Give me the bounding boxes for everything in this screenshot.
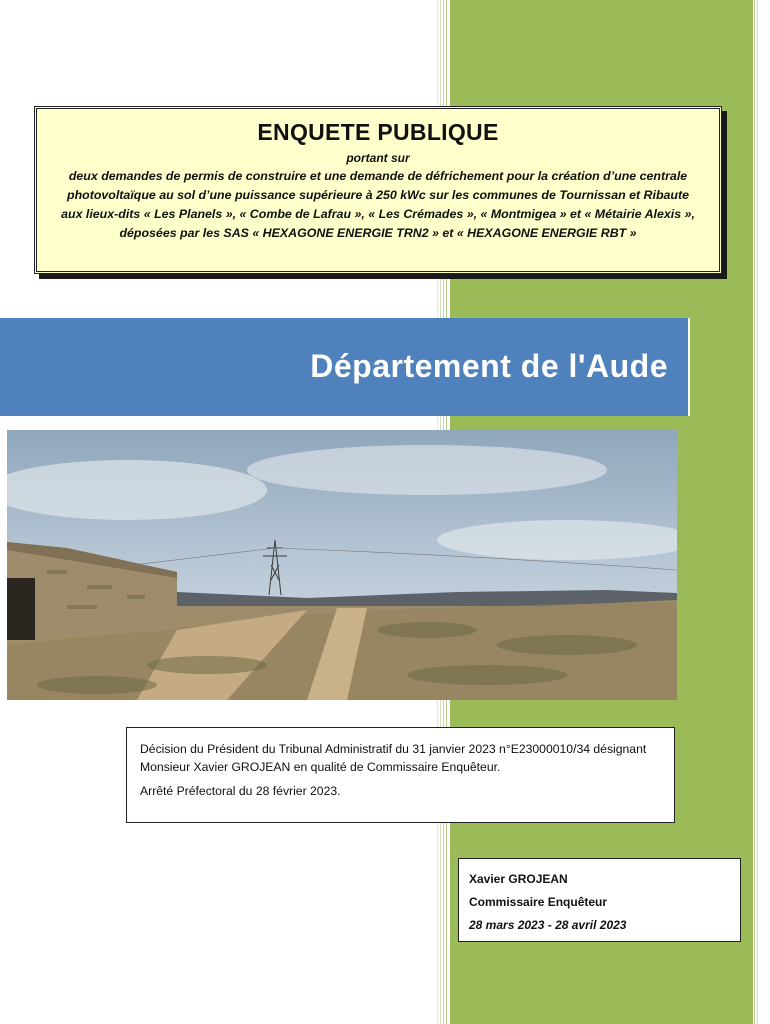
department-name: Département de l'Aude <box>310 348 668 384</box>
landscape-photo <box>7 430 677 700</box>
decision-paragraph: Décision du Président du Tribunal Administratif du 31 janvier 2023 n°E23000010/34 désignant Monsieur Xavier GROJEAN en qualité de Commissaire Enquêteur. <box>140 742 647 774</box>
title-block <box>34 106 722 274</box>
document-description: deux demandes de permis de construire et une demande de défrichement pour la création d’une centrale photovoltaïque au sol d’une puissance supérieure à 250 kWc sur les communes de Tournissan et Ribaute aux lieux-dits « Les Planels », « Combe de Lafrau », « Les Crémades », « Montmigea » et « Métairie Alexis », déposées par les SAS « HEXAGONE ENERGIE TRN2 » et « HEXAGONE ENERGIE RBT » <box>61 169 695 240</box>
inquiry-dates: 28 mars 2023 - 28 avril 2023 <box>469 918 627 932</box>
author-role: Commissaire Enquêteur <box>469 895 608 909</box>
author-name: Xavier GROJEAN <box>469 872 568 886</box>
prefectoral-order: Arrêté Préfectoral du 28 février 2023. <box>140 784 341 798</box>
decision-box <box>126 727 675 823</box>
author-box <box>458 858 741 942</box>
document-subtitle: portant sur <box>346 151 410 165</box>
document-title: ENQUETE PUBLIQUE <box>257 119 499 145</box>
department-banner <box>0 318 690 416</box>
